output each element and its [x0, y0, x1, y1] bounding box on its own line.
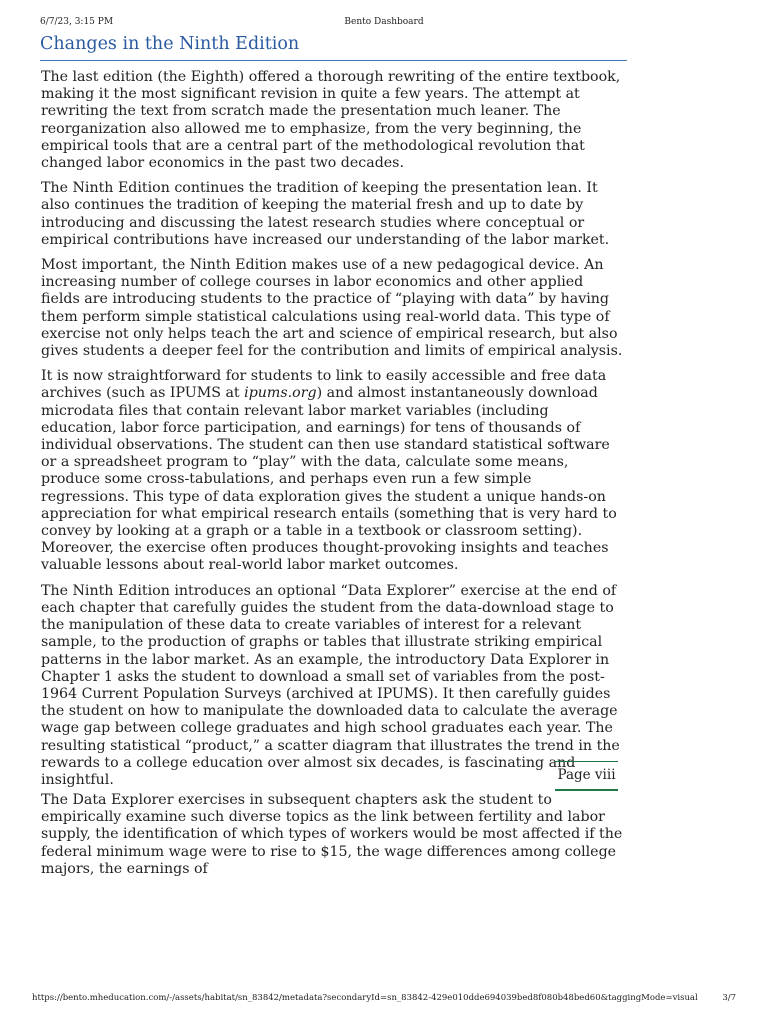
paragraph — [41, 368, 623, 574]
section-title: Changes in the Ninth Edition — [40, 34, 627, 61]
print-datetime: 6/7/23, 3:15 PM — [40, 17, 114, 27]
paragraph-text: It is now straightforward for students to link to easily accessible and free data archives (such as IPUMS at — [41, 368, 607, 402]
print-footer — [32, 993, 736, 1007]
paragraph-text: ) and almost instantaneously download microdata files that contain relevant labor market variables (including education, labor force participation, and earnings) for tens of thousands of individual observations. The student can then use standard statistical software or a spreadsheet program to “play” with the data, calculate some means, produce some cross-tabulations, and perhaps even run a few simple regressions. This type of data exploration gives the student a unique hands-on appreciation for what empirical research entails (something that is very hard to convey by looking at a graph or a table in a textbook or classroom setting). Moreover, the exercise often produces thought-provoking insights and teaches valuable lessons about real-world labor market outcomes. — [41, 385, 617, 574]
print-url: https://bento.mheducation.com/-/assets/habitat/sn_83842/metadata?secondaryId=sn_83842-429e010dde694039bed8f080b48bed60&taggingMode=visual — [32, 993, 698, 1003]
paragraph: The last edition (the Eighth) offered a thorough rewriting of the entire textbook, making it the most significant revision in quite a few years. The attempt at rewriting the text from scratch made the presentation much leaner. The reorganization also allowed me to emphasize, from the very beginning, the empirical tools that are a central part of the methodological revolution that changed labor economics in the past two decades. — [41, 69, 621, 172]
paragraph: The Data Explorer exercises in subsequent chapters ask the student to empirically examine such diverse topics as the link between fertility and labor supply, the identification of which types of workers would be most affected if the federal minimum wage were to rise to $15, the wage differences among college majors, the earnings of — [41, 792, 623, 877]
paragraph: Most important, the Ninth Edition makes use of a new pedagogical device. An increasing number of college courses in labor economics and other applied fields are introducing students to the practice of “playing with data” by having them perform simple statistical calculations using real-world data. This type of exercise not only helps teach the art and science of empirical research, but also gives students a deeper feel for the contribution and limits of empirical analysis. — [41, 257, 623, 360]
ipums-link[interactable]: ipums.org — [244, 385, 317, 402]
print-header — [40, 17, 728, 31]
paragraph: The Ninth Edition continues the tradition of keeping the presentation lean. It also continues the tradition of keeping the material fresh and up to date by introducing and discussing the latest research studies where conceptual or empirical contributions have increased our understanding of the labor market. — [41, 180, 610, 248]
article-body-continued — [41, 792, 623, 878]
paragraph: The Ninth Edition introduces an optional “Data Explorer” exercise at the end of each chapter that carefully guides the student from the data-download stage to the manipulation of these data to create variables of interest for a relevant sample, to the production of graphs or tables that illustrate striking empirical patterns in the labor market. As an example, the introductory Data Explorer in Chapter 1 asks the student to download a small set of variables from the post-1964 Current Population Surveys (archived at IPUMS). It then carefully guides the student on how to manipulate the downloaded data to calculate the average wage gap between college graduates and high school graduates each year. The resulting statistical “product,” a scatter diagram that illustrates the trend in the rewards to a college education over almost six decades, is fascinating and insightful. — [41, 582, 620, 788]
article-body — [41, 69, 623, 797]
print-document-title: Bento Dashboard — [344, 17, 424, 27]
page-marker: Page viii — [555, 761, 618, 791]
print-page-number: 3/7 — [722, 993, 736, 1003]
